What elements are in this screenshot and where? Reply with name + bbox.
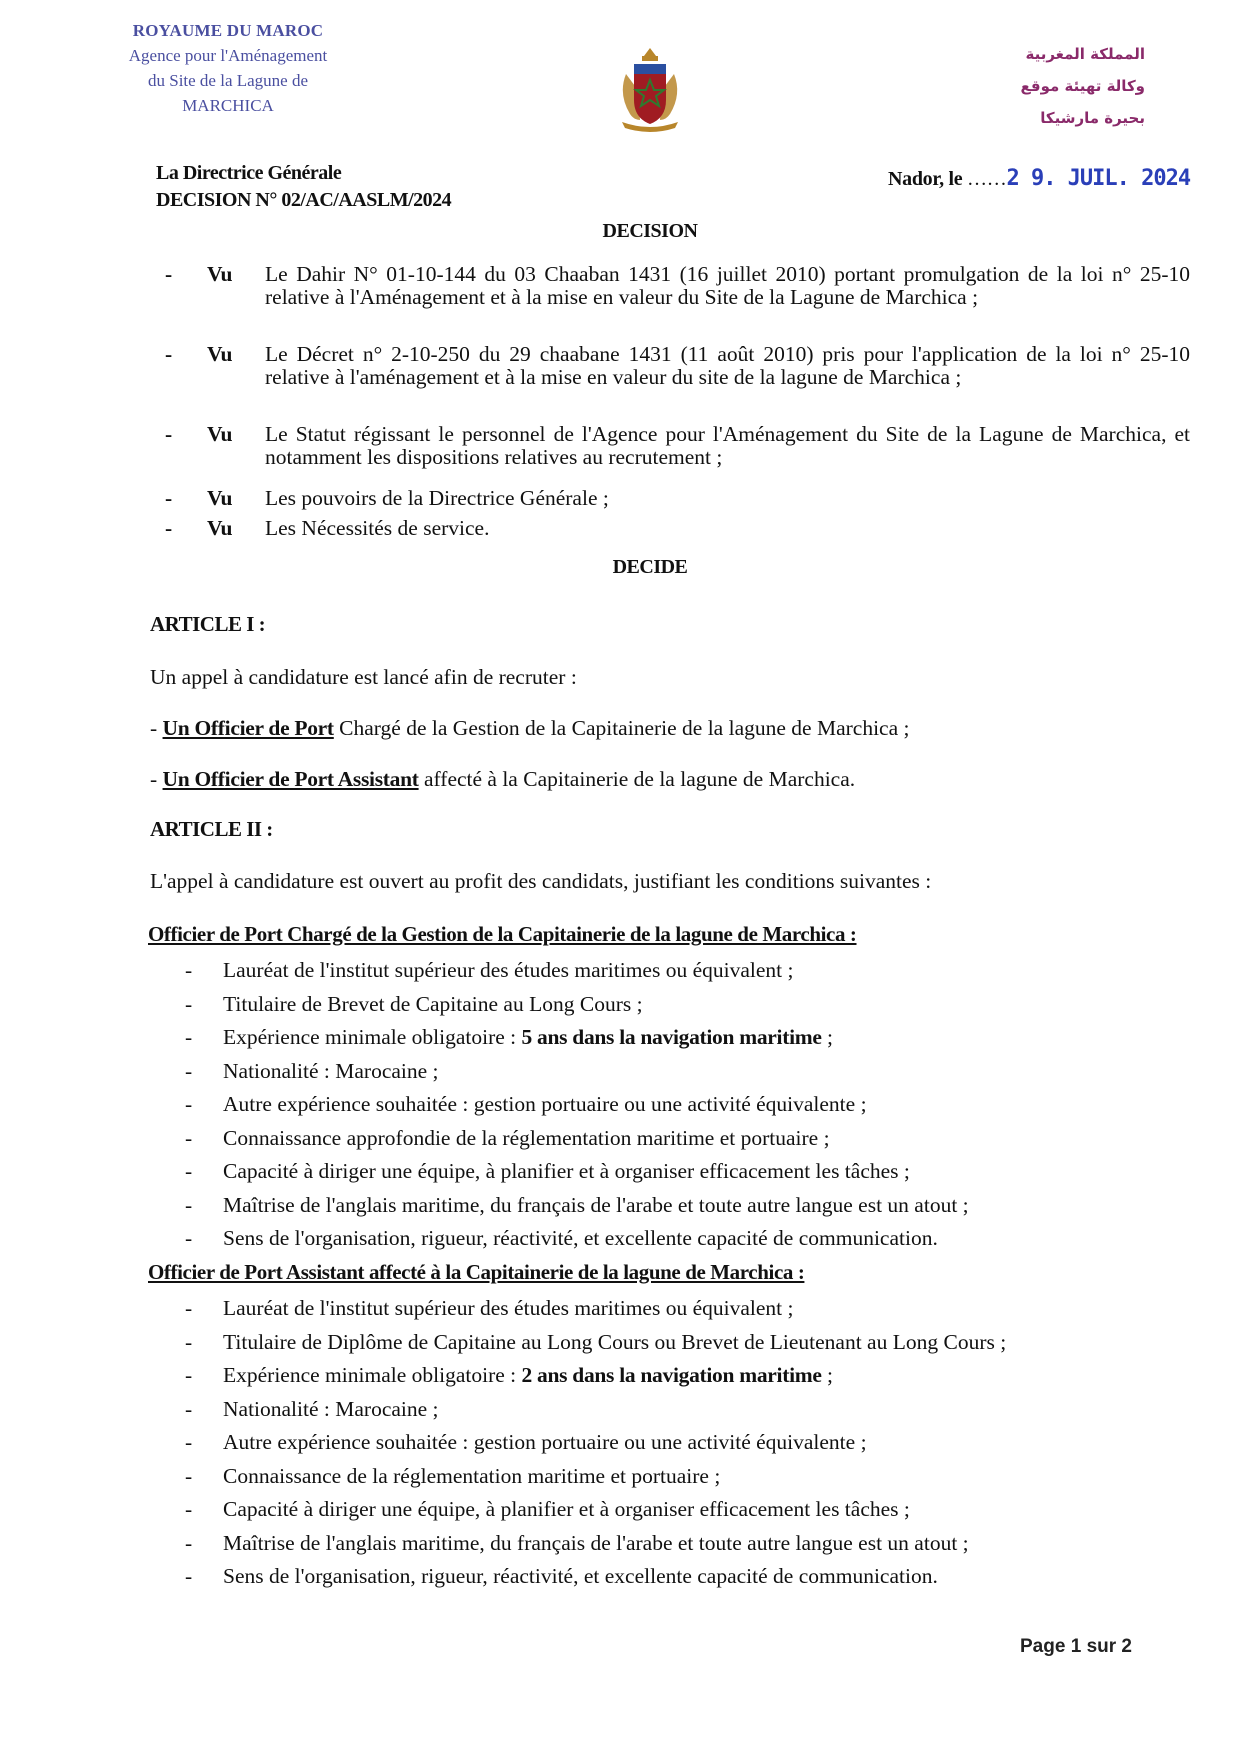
consideration-4: - Vu Les pouvoirs de la Directrice Générale ;: [165, 487, 1190, 510]
agency-header-arabic: [945, 38, 1145, 134]
list-item: - Maîtrise de l'anglais maritime, du français de l'arabe et toute autre langue est un atout ;: [185, 1189, 1185, 1223]
consideration-keyword: Vu: [207, 342, 233, 366]
consideration-text: Les Nécessités de service.: [265, 516, 490, 540]
list-item: - Titulaire de Brevet de Capitaine au Long Cours ;: [185, 988, 1185, 1022]
article-1-item-1: - Un Officier de Port Chargé de la Gestion de la Capitainerie de la lagune de Marchica ;: [150, 716, 910, 740]
list-item: - Sens de l'organisation, rigueur, réactivité, et excellente capacité de communication.: [185, 1560, 1185, 1594]
list-item: - Capacité à diriger une équipe, à planifier et à organiser efficacement les tâches ;: [185, 1493, 1185, 1527]
article-1-item-2: - Un Officier de Port Assistant affecté à la Capitainerie de la lagune de Marchica.: [150, 767, 856, 791]
list-item: - Expérience minimale obligatoire : 2 ans dans la navigation maritime ;: [185, 1359, 1185, 1393]
consideration-3: - Vu Le Statut régissant le personnel de l'Agence pour l'Aménagement du Site de la Lagune de Marchica, et notamment les dispositions relatives au recrutement ;: [165, 422, 1190, 469]
place-date: [888, 166, 1190, 191]
list-item: - Lauréat de l'institut supérieur des études maritimes ou équivalent ;: [185, 954, 1185, 988]
place-prefix: Nador, le: [888, 168, 963, 190]
coat-of-arms-icon: [612, 44, 688, 132]
section-1-requirements: [185, 954, 1185, 1256]
consideration-2: - Vu Le Décret n° 2-10-250 du 29 chaabane 1431 (11 août 2010) pris pour l'application de la loi n° 25-10 relative à l'aménagement et à la mise en valeur du site de la lagune de Marchica ;: [165, 342, 1190, 389]
date-dots: ……: [967, 168, 1007, 190]
agency-name-line-1: Agence pour l'Aménagement: [128, 46, 328, 65]
consideration-keyword: Vu: [207, 262, 233, 286]
article-1-title: ARTICLE I :: [150, 612, 266, 636]
agency-name-line-3: MARCHICA: [182, 96, 274, 115]
list-item: - Sens de l'organisation, rigueur, réactivité, et excellente capacité de communication.: [185, 1222, 1185, 1256]
consideration-text: Le Statut régissant le personnel de l'Agence pour l'Aménagement du Site de la Lagune de Marchica, et notamment les dispositions relatives au recrutement ;: [265, 422, 1190, 469]
consideration-text: Le Décret n° 2-10-250 du 29 chaabane 1431 (11 août 2010) pris pour l'application de la loi n° 25-10 relative à l'aménagement et à la mise en valeur du site de la lagune de Marchica ;: [265, 342, 1190, 389]
kingdom-name-arabic: المملكة المغربية: [1025, 45, 1145, 63]
section-2-requirements: [185, 1292, 1185, 1594]
list-item: - Nationalité : Marocaine ;: [185, 1055, 1185, 1089]
decision-heading: DECISION: [602, 220, 698, 242]
consideration-1: - Vu Le Dahir N° 01-10-144 du 03 Chaaban 1431 (16 juillet 2010) portant promulgation de la loi n° 25-10 relative à l'Aménagement et à la mise en valeur du Site de la Lagune de Marchica ;: [165, 262, 1190, 309]
list-item: - Lauréat de l'institut supérieur des études maritimes ou équivalent ;: [185, 1292, 1185, 1326]
signatory-block: [156, 160, 451, 214]
list-item: - Maîtrise de l'anglais maritime, du français de l'arabe et toute autre langue est un atout ;: [185, 1527, 1185, 1561]
list-item: - Capacité à diriger une équipe, à planifier et à organiser efficacement les tâches ;: [185, 1155, 1185, 1189]
consideration-text: Les pouvoirs de la Directrice Générale ;: [265, 486, 609, 510]
list-item: - Expérience minimale obligatoire : 5 ans dans la navigation maritime ;: [185, 1021, 1185, 1055]
date-stamp: 2 9. JUIL. 2024: [1006, 166, 1191, 191]
position-title: Un Officier de Port Assistant: [162, 767, 419, 791]
list-item: - Titulaire de Diplôme de Capitaine au Long Cours ou Brevet de Lieutenant au Long Cours ;: [185, 1326, 1185, 1360]
list-item: - Autre expérience souhaitée : gestion portuaire ou une activité équivalente ;: [185, 1088, 1185, 1122]
list-item: - Nationalité : Marocaine ;: [185, 1393, 1185, 1427]
agency-header-french: [108, 18, 348, 118]
position-title: Un Officier de Port: [162, 716, 334, 740]
list-item: - Connaissance de la réglementation maritime et portuaire ;: [185, 1460, 1185, 1494]
page-number: Page 1 sur 2: [1020, 1636, 1132, 1657]
article-1-intro: Un appel à candidature est lancé afin de recruter :: [150, 665, 577, 689]
list-item: - Connaissance approfondie de la réglementation maritime et portuaire ;: [185, 1122, 1185, 1156]
consideration-text: Le Dahir N° 01-10-144 du 03 Chaaban 1431 (16 juillet 2010) portant promulgation de la loi n° 25-10 relative à l'Aménagement et à la mise en valeur du Site de la Lagune de Marchica ;: [265, 262, 1190, 309]
decision-reference: DECISION N° 02/AC/AASLM/2024: [156, 189, 452, 211]
article-2-title: ARTICLE II :: [150, 817, 273, 841]
consideration-5: - Vu Les Nécessités de service.: [165, 517, 1190, 540]
list-item: - Autre expérience souhaitée : gestion portuaire ou une activité équivalente ;: [185, 1426, 1185, 1460]
section-1-title: Officier de Port Chargé de la Gestion de la Capitainerie de la lagune de Marchica :: [148, 922, 857, 946]
section-2-title: Officier de Port Assistant affecté à la Capitainerie de la lagune de Marchica :: [148, 1260, 805, 1284]
agency-name-line-2: du Site de la Lagune de: [147, 71, 309, 90]
consideration-keyword: Vu: [207, 486, 233, 510]
agency-name-arabic-2: بحيرة مارشيكا: [1040, 109, 1145, 127]
decide-heading: DECIDE: [612, 556, 688, 578]
article-2-intro: L'appel à candidature est ouvert au profit des candidats, justifiant les conditions suivantes :: [150, 869, 932, 893]
kingdom-name: ROYAUME DU MAROC: [132, 21, 324, 40]
consideration-keyword: Vu: [207, 516, 233, 540]
signatory-title: La Directrice Générale: [156, 162, 342, 184]
agency-name-arabic-1: وكالة تهيئة موقع: [1020, 77, 1145, 95]
consideration-keyword: Vu: [207, 422, 233, 446]
